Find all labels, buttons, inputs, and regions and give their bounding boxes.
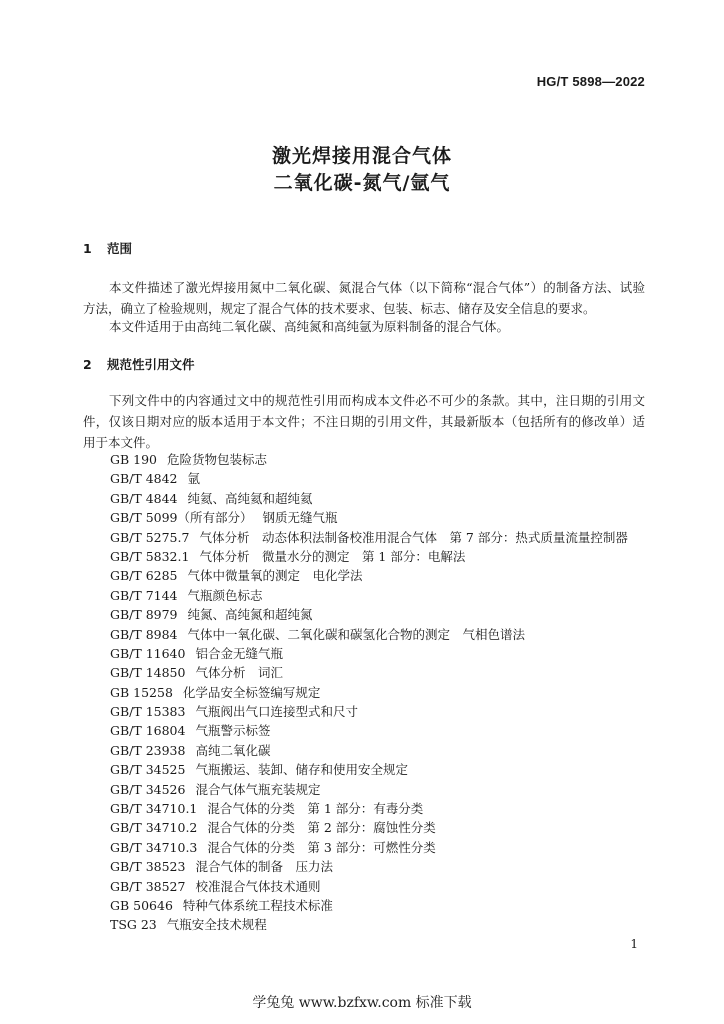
reference-code: GB/T 16804 xyxy=(110,723,186,739)
reference-title: 化学品安全标签编写规定 xyxy=(182,684,321,700)
reference-code: GB/T 38527 xyxy=(110,878,186,894)
reference-title: 混合气体的分类 第 1 部分：有毒分类 xyxy=(207,801,424,817)
reference-code: GB/T 34710.1 xyxy=(110,801,198,817)
reference-code: GB/T 5275.7 xyxy=(110,529,190,545)
page-number: 1 xyxy=(630,937,638,951)
reference-item xyxy=(110,625,628,644)
reference-title: 气瓶颜色标志 xyxy=(187,587,263,603)
reference-title: 混合气体的分类 第 3 部分：可燃性分类 xyxy=(207,839,436,855)
reference-code: GB/T 34710.2 xyxy=(110,820,198,836)
reference-item xyxy=(110,877,628,896)
reference-code: GB/T 11640 xyxy=(110,645,186,661)
reference-item xyxy=(110,896,628,915)
reference-item xyxy=(110,838,628,857)
normative-references-intro: 下列文件中的内容通过文中的规范性引用而构成本文件必不可少的条款。其中，注日期的引用文件，仅该日期对应的版本适用于本文件；不注日期的引用文件，其最新版本（包括所有的修改单）适用于本文件。 xyxy=(83,393,645,450)
reference-title: 纯氦、高纯氦和超纯氦 xyxy=(187,490,313,506)
document-title-line-1: 激光焊接用混合气体 xyxy=(271,145,452,167)
reference-item xyxy=(110,450,628,469)
reference-item xyxy=(110,644,628,663)
reference-title: 气体中微量氧的测定 电化学法 xyxy=(187,568,363,584)
reference-title: 钢质无缝气瓶 xyxy=(262,510,338,526)
reference-code: GB/T 4842 xyxy=(110,471,178,487)
reference-code: GB/T 23938 xyxy=(110,742,186,758)
reference-title: 铝合金无缝气瓶 xyxy=(195,645,283,661)
reference-code: GB 15258 xyxy=(110,684,173,700)
reference-code: GB/T 14850 xyxy=(110,665,186,681)
reference-title: 气体中一氧化碳、二氧化碳和碳氢化合物的测定 气相色谱法 xyxy=(187,626,526,642)
reference-title: 气体分析 词汇 xyxy=(195,665,283,681)
reference-item xyxy=(110,721,628,740)
reference-item xyxy=(110,489,628,508)
reference-item xyxy=(110,799,628,818)
section-number: 2 xyxy=(83,357,92,372)
reference-title: 混合气体的分类 第 2 部分：腐蚀性分类 xyxy=(207,820,436,836)
reference-item xyxy=(110,760,628,779)
section-number: 1 xyxy=(83,241,92,256)
standard-number: HG/T 5898—2022 xyxy=(536,74,645,89)
reference-title: 气瓶搬运、装卸、储存和使用安全规定 xyxy=(195,762,408,778)
reference-code: GB/T 15383 xyxy=(110,704,186,720)
reference-code: GB/T 38523 xyxy=(110,859,186,875)
reference-item xyxy=(110,586,628,605)
reference-title: 混合气体的制备 压力法 xyxy=(195,859,333,875)
footer-watermark: 学兔兔 www.bzfxw.com 标准下载 xyxy=(252,995,472,1011)
reference-code: GB/T 34526 xyxy=(110,781,186,797)
reference-code: GB/T 8984 xyxy=(110,626,178,642)
reference-item xyxy=(110,663,628,682)
reference-code: GB/T 4844 xyxy=(110,490,178,506)
reference-title: 危险货物包装标志 xyxy=(167,452,268,467)
reference-item xyxy=(110,605,628,624)
reference-item xyxy=(110,683,628,702)
reference-title: 气瓶安全技术规程 xyxy=(166,917,267,933)
document-title-line-2: 二氧化碳-氮气/氩气 xyxy=(273,172,451,194)
reference-code: GB 50646 xyxy=(110,897,173,913)
reference-item xyxy=(110,547,628,566)
reference-title: 氩 xyxy=(187,471,201,487)
reference-title: 气瓶阀出气口连接型式和尺寸 xyxy=(195,704,358,720)
reference-title: 校准混合气体技术通则 xyxy=(195,878,321,894)
scope-paragraph-2: 本文件适用于由高纯二氧化碳、高纯氮和高纯氩为原料制备的混合气体。 xyxy=(109,319,510,334)
reference-title: 高纯二氧化碳 xyxy=(195,742,271,758)
reference-title: 纯氮、高纯氮和超纯氮 xyxy=(187,607,313,623)
reference-title: 特种气体系统工程技术标准 xyxy=(182,897,333,913)
reference-code: GB/T 34525 xyxy=(110,762,186,778)
reference-list xyxy=(110,450,628,935)
reference-code: GB/T 7144 xyxy=(110,587,178,603)
reference-code: GB/T 8979 xyxy=(110,607,178,623)
reference-item xyxy=(110,741,628,760)
reference-code: GB/T 34710.3 xyxy=(110,839,198,855)
reference-item xyxy=(110,915,628,934)
section-1-heading xyxy=(83,239,132,257)
reference-item xyxy=(110,469,628,488)
scope-paragraph-1: 本文件描述了激光焊接用氮中二氧化碳、氮混合气体（以下简称“混合气体”）的制备方法、试验方法，确立了检验规则，规定了混合气体的技术要求、包装、标志、储存及安全信息的要求。 xyxy=(83,280,645,316)
reference-item xyxy=(110,508,628,527)
section-title: 规范性引用文件 xyxy=(107,357,195,372)
reference-code: GB/T 6285 xyxy=(110,568,178,584)
reference-item xyxy=(110,528,628,547)
reference-code: TSG 23 xyxy=(110,917,157,933)
reference-code: GB 190 xyxy=(110,452,158,467)
reference-title: 气瓶警示标签 xyxy=(195,723,271,739)
reference-title: 气体分析 动态体积法制备校准用混合气体 第 7 部分：热式质量流量控制器 xyxy=(199,529,628,545)
section-title: 范围 xyxy=(107,241,133,256)
reference-item xyxy=(110,857,628,876)
reference-title: 气体分析 微量水分的测定 第 1 部分：电解法 xyxy=(199,548,466,564)
reference-code: GB/T 5099（所有部分） xyxy=(110,510,253,526)
reference-item xyxy=(110,566,628,585)
reference-title: 混合气体气瓶充装规定 xyxy=(195,781,321,797)
reference-item xyxy=(110,818,628,837)
reference-code: GB/T 5832.1 xyxy=(110,548,190,564)
reference-item xyxy=(110,702,628,721)
reference-item xyxy=(110,780,628,799)
section-2-heading xyxy=(83,355,195,373)
